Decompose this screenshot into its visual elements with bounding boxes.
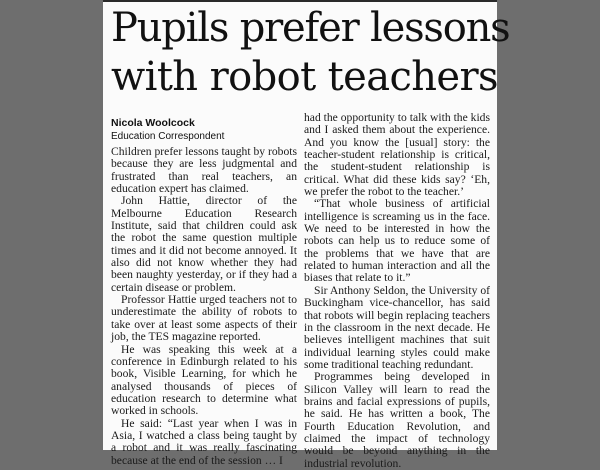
paragraph: He was speaking this week at a conference in Edinburgh related to his book, Visible Learning, for which he analysed thousands of pieces of education research to determine what worked in schools.	[111, 342, 297, 418]
paragraph: Sir Anthony Seldon, the University of Buckingham vice-chancellor, has said that robots will begin replacing teachers in the classroom in the next decade. He believes intelligent machines that suit individual learning styles could make some traditional teaching redundant.	[304, 283, 490, 371]
author-role: Education Correspondent	[111, 131, 225, 142]
headline-line-1: Pupils prefer lessons	[111, 5, 510, 51]
paragraph: had the opportunity to talk with the kids and I asked them about the experience. And you know the [usual] story: the teacher-student relationship is critical, the student-student relationship is critical. What did these kids say? ‘Eh, we prefer the robot to the teacher.’	[304, 111, 490, 199]
body-column-1	[111, 146, 297, 467]
headline	[111, 4, 510, 102]
body-column-2	[304, 112, 490, 470]
paragraph: Programmes being developed in Silicon Valley will learn to read the brains and facial expressions of pupils, he said. He has written a book, The Fourth Education Revolution, and claimed the impact of technology would be beyond anything in the industrial revolution.	[304, 370, 490, 470]
newspaper-clipping	[103, 0, 510, 470]
headline-line-2: with robot teachers	[111, 54, 498, 100]
byline	[111, 117, 224, 143]
paragraph: Children prefer lessons taught by robots because they are less judgmental and frustrated than real teachers, an education expert has claimed.	[111, 145, 297, 196]
paragraph: John Hattie, director of the Melbourne Education Research Institute, said that children could ask the robot the same question multiple times and it did not become annoyed. It also did not know whether they had been naughty yesterday, or if they had a certain disease or problem.	[111, 194, 297, 294]
author-name: Nicola Woolcock	[111, 117, 195, 129]
top-rule	[103, 0, 497, 2]
paragraph: He said: “Last year when I was in Asia, I watched a class being taught by a robot and it was really fascinating because at the end of the session … I	[111, 416, 297, 467]
paragraph: “That whole business of artificial intelligence is screaming us in the face. We need to be interested in how the robots can help us to reduce some of the problems that we have that are related to human interaction and all the biases that relate to it.”	[304, 197, 490, 285]
paragraph: Professor Hattie urged teachers not to underestimate the ability of robots to take over at least some aspects of their job, the TES magazine reported.	[111, 293, 297, 344]
